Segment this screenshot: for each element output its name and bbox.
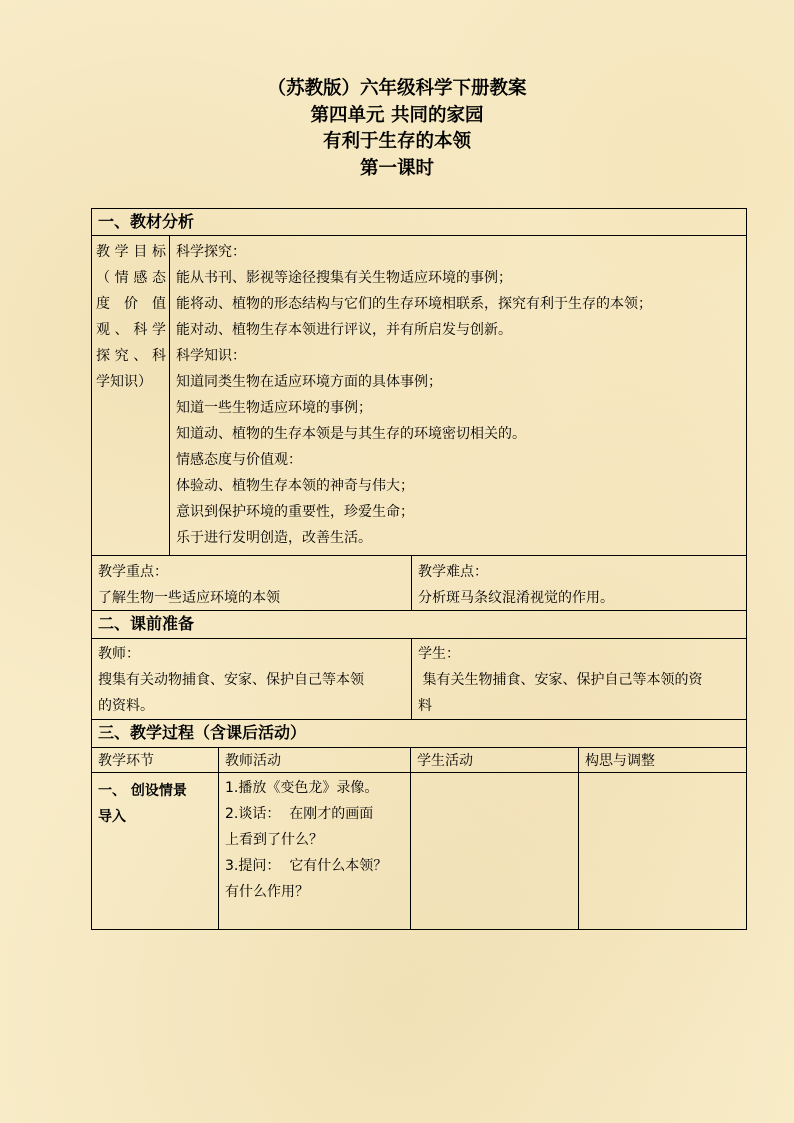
header-title-line-4: 第一课时 [359,157,434,179]
table-rule [411,555,412,611]
section-title-preparation: 二、课前准备 [98,614,195,633]
student-preparation-line: 集有关生物捕食、安家、保护自己等本领的资 [418,672,703,688]
goals-content [176,239,742,551]
header-title-line-2: 第四单元 共同的家园 [310,104,484,126]
step-line: 一、 创设情景 [98,783,187,799]
goals-line: 知道一些生物适应环境的事例； [176,400,372,416]
section-title-process: 三、教学过程（含课后活动） [98,723,307,742]
student-label: 学生： [418,646,460,662]
teacher-preparation-cell [98,641,406,719]
table-rule [91,235,747,236]
goals-line: 乐于进行发明创造，改善生活。 [176,530,372,546]
table-rule [746,208,747,930]
table-rule [410,747,411,930]
table-rule [91,929,747,930]
column-header-student-activity: 学生活动 [417,753,473,769]
key-point-cell [98,559,406,611]
table-rule [218,747,219,930]
section-title-analysis: 一、教材分析 [98,212,195,231]
table-rule [411,638,412,720]
goals-line: 体验动、植物生存本领的神奇与伟大； [176,478,414,494]
column-header-step: 教学环节 [98,753,154,769]
key-point-text: 了解生物一些适应环境的本领 [98,590,280,606]
table-rule [91,208,92,930]
goals-line: 能将动、植物的形态结构与它们的生存环境相联系，探究有利于生存的本领； [176,296,652,312]
difficulty-cell [418,559,742,611]
column-header-reflection: 构思与调整 [585,753,655,769]
header-title-line-1: （苏教版）六年级科学下册教案 [267,78,527,99]
student-preparation-line: 料 [418,698,432,714]
column-header-teacher-activity: 教师活动 [225,753,281,769]
table-rule [91,638,747,639]
key-point-label: 教学重点： [98,564,168,580]
teacher-preparation-line: 搜集有关动物捕食、安家、保护自己等本领 [98,672,364,688]
teacher-activity-line: 1.播放《变色龙》录像。 [225,780,379,796]
document-header [0,76,794,182]
goals-line: 能从书刊、影视等途径搜集有关生物适应环境的事例； [176,270,512,286]
goals-line: 意识到保护环境的重要性，珍爱生命； [176,504,414,520]
table-rule [91,555,747,556]
teacher-activity-line: 3.提问： 它有什么本领？ [225,858,388,874]
goals-line: 知道动、植物的生存本领是与其生存的环境密切相关的。 [176,426,526,442]
header-title-line-3: 有利于生存的本领 [322,131,471,152]
goals-line: 能对动、植物生存本领进行评议，并有所启发与创新。 [176,322,512,338]
goals-line: 科学探究： [176,244,246,260]
difficulty-label: 教学难点： [418,564,488,580]
teacher-preparation-line: 的资料。 [98,698,154,714]
difficulty-text: 分析斑马条纹混淆视觉的作用。 [418,590,614,606]
goals-line: 情感态度与价值观： [176,452,302,468]
teacher-activity-line: 2.谈话： 在刚才的画面 [225,806,374,822]
step-cell [98,778,215,830]
goals-line: 科学知识： [176,348,246,364]
step-line: 导入 [98,809,126,825]
lesson-plan-table [91,208,747,930]
table-rule [169,235,170,556]
teacher-activity-line: 有什么作用？ [225,884,309,900]
goals-label: 教学目标 （情感态 度 价 值 观、科学 探究、科 学知识） [96,244,166,390]
table-rule [578,747,579,930]
student-preparation-cell [418,641,742,719]
teacher-activity-line: 上看到了什么？ [225,832,323,848]
goals-line: 知道同类生物在适应环境方面的具体事例； [176,374,442,390]
teacher-label: 教师： [98,646,140,662]
teacher-activity-cell [225,775,407,905]
